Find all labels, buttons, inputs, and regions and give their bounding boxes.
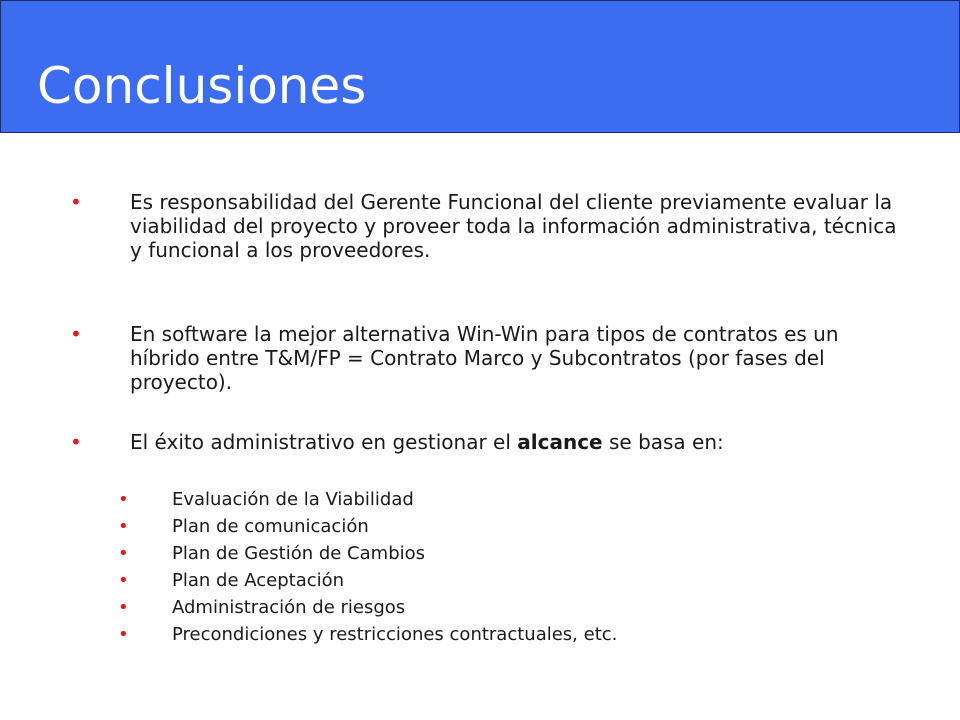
sub-bullet-text: Plan de Aceptación bbox=[172, 570, 345, 591]
sub-bullet-text: Plan de comunicación bbox=[172, 516, 369, 537]
sub-bullet-dot: • bbox=[118, 489, 129, 510]
bullet-text bbox=[130, 430, 900, 454]
sub-bullet-dot: • bbox=[118, 543, 129, 564]
sub-bullet-dot: • bbox=[118, 597, 129, 618]
sub-bullet-text: Administración de riesgos bbox=[172, 597, 406, 618]
sub-bullet-text: Precondiciones y restricciones contractuales, etc. bbox=[172, 624, 618, 645]
bullet-text-bold: alcance bbox=[517, 430, 603, 454]
bullet-text: En software la mejor alternativa Win-Win para tipos de contratos es un híbrido entre T&M/FP = Contrato Marco y Subcontratos (por fases del proyecto). bbox=[130, 322, 839, 394]
bullet-text-before: El éxito administrativo en gestionar el bbox=[130, 430, 518, 454]
sub-bullet-item bbox=[118, 514, 878, 540]
sub-bullet-item bbox=[118, 568, 878, 594]
sub-bullet-dot: • bbox=[118, 570, 129, 591]
sub-bullet-text: Evaluación de la Viabilidad bbox=[172, 489, 414, 510]
bullet-text-after: se basa en: bbox=[602, 430, 724, 454]
sub-bullet-item bbox=[118, 595, 878, 621]
bullet-dot: • bbox=[70, 430, 82, 454]
sub-bullet-text: Plan de Gestión de Cambios bbox=[172, 543, 426, 564]
sub-bullet-dot: • bbox=[118, 624, 129, 645]
bullet-text: Es responsabilidad del Gerente Funcional del cliente previamente evaluar la viabilidad del proyecto y proveer toda la información administrativa, técnica y funcional a los proveedores. bbox=[130, 190, 897, 262]
sub-bullet-item bbox=[118, 622, 878, 648]
bullet-dot: • bbox=[70, 322, 82, 346]
slide-title: Conclusiones bbox=[37, 57, 367, 115]
sub-bullet-item bbox=[118, 487, 878, 513]
sub-bullet-dot: • bbox=[118, 516, 129, 537]
sub-bullet-item bbox=[118, 541, 878, 567]
bullet-dot: • bbox=[70, 190, 82, 214]
